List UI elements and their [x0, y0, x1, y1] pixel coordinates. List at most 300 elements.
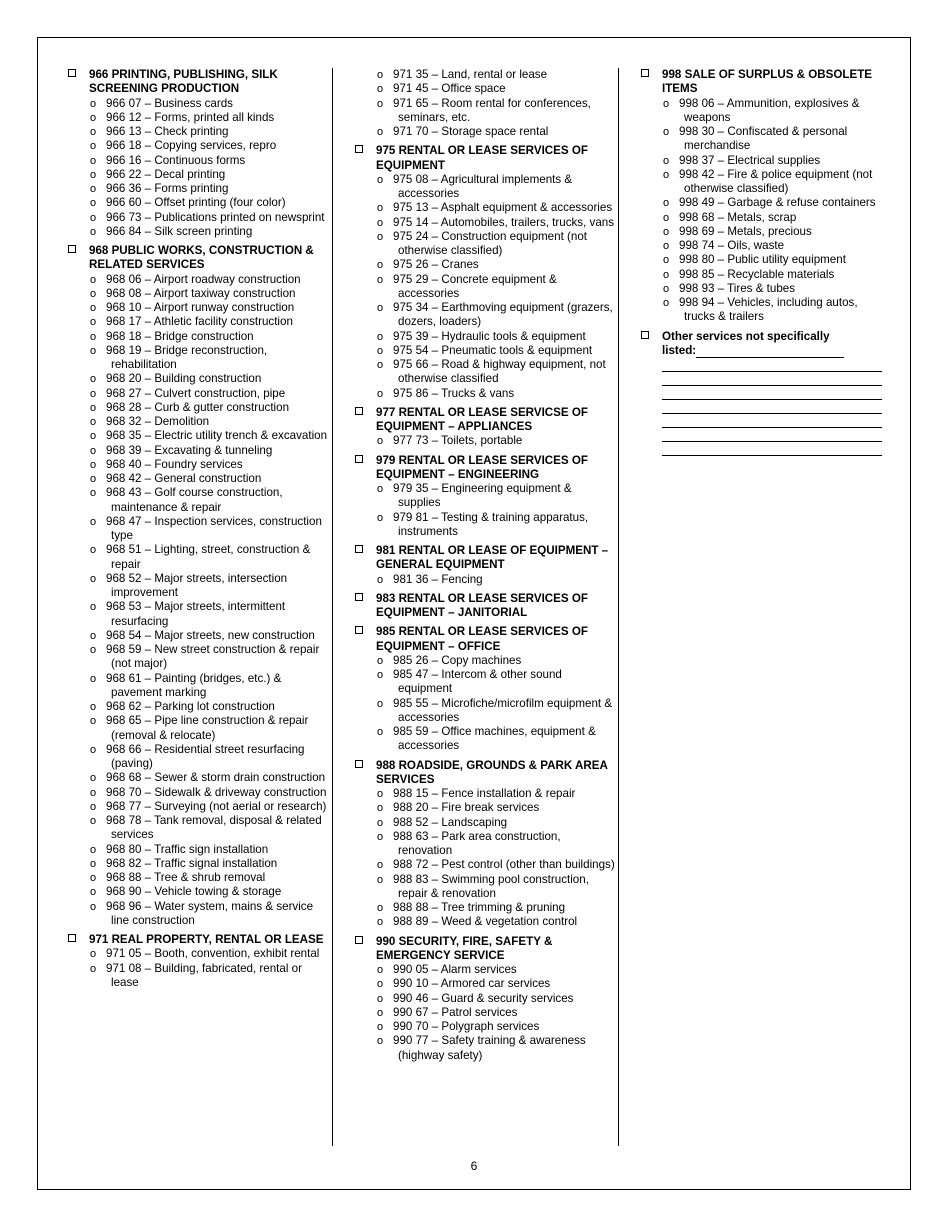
other-services-blank-lines: [662, 358, 884, 456]
column-3: [641, 68, 884, 461]
other-services-line1: Other services not specifically: [662, 329, 830, 343]
subcategory-item: [89, 843, 330, 857]
subcategory-label: 998 80 – Public utility equipment: [679, 253, 846, 267]
bullet-icon: o: [90, 225, 97, 238]
subcategory-item: [89, 600, 330, 629]
subcategory-item: [376, 216, 617, 230]
subcategory-item: [376, 725, 617, 754]
category-section: [355, 935, 617, 1063]
subcategory-label: 966 07 – Business cards: [106, 96, 233, 110]
subcategory-item: [89, 572, 330, 601]
bullet-icon: o: [90, 786, 97, 799]
subcategory-label: 968 53 – Major streets, intermittent resurfacing: [106, 600, 286, 628]
bullet-icon: o: [90, 857, 97, 870]
category-title: 968 PUBLIC WORKS, CONSTRUCTION & RELATED SERVICES: [89, 244, 314, 272]
subcategory-label: 975 24 – Construction equipment (not otherwise classified): [393, 229, 587, 257]
subcategory-label: 968 19 – Bridge reconstruction, rehabilitation: [106, 343, 268, 371]
bullet-icon: o: [377, 654, 384, 667]
bullet-icon: o: [90, 302, 97, 314]
blank-line[interactable]: [662, 442, 882, 456]
subcategory-label: 968 35 – Electric utility trench & excavation: [106, 429, 328, 443]
subcategory-list: [376, 787, 617, 930]
subcategory-label: 988 88 – Tree trimming & pruning: [393, 901, 566, 914]
subcategory-label: 968 42 – General construction: [106, 472, 262, 485]
subcategory-item: [89, 672, 330, 701]
subcategory-item: [376, 434, 617, 448]
subcategory-item: [662, 225, 884, 239]
subcategory-label: 990 10 – Armored car services: [393, 977, 551, 991]
subcategory-list: [376, 963, 617, 1063]
bullet-icon: o: [377, 830, 384, 843]
subcategory-item: [376, 977, 617, 991]
bullet-icon: o: [377, 511, 384, 524]
column-2: [355, 68, 617, 1068]
bullet-icon: o: [90, 672, 97, 685]
subcategory-item: [89, 429, 330, 443]
column-divider: [332, 68, 333, 1146]
subcategory-item: [376, 387, 617, 401]
bullet-icon: o: [90, 154, 97, 167]
subcategory-label: 968 39 – Excavating & tunneling: [106, 443, 273, 457]
bullet-icon: o: [663, 240, 670, 252]
bullet-icon: o: [90, 886, 97, 899]
bullet-icon: o: [663, 297, 670, 309]
page-frame: [37, 37, 911, 1190]
subcategory-item: [89, 871, 330, 885]
subcategory-item: [376, 511, 617, 540]
bullet-icon: o: [90, 111, 97, 124]
bullet-icon: o: [377, 330, 384, 343]
subcategory-label: 971 08 – Building, fabricated, rental or lease: [106, 961, 302, 989]
subcategory-label: 998 69 – Metals, precious: [679, 224, 812, 238]
subcategory-label: 966 22 – Decal printing: [106, 167, 226, 181]
bullet-icon: o: [663, 225, 670, 238]
bullet-icon: o: [377, 1021, 384, 1033]
bullet-icon: o: [90, 444, 97, 457]
bullet-icon: o: [90, 715, 97, 728]
subcategory-label: 988 63 – Park area construction, renovation: [393, 829, 561, 857]
subcategory-item: [376, 230, 617, 259]
subcategory-label: 966 73 – Publications printed on newsprint: [106, 210, 325, 224]
subcategory-label: 988 72 – Pest control (other than buildings): [393, 858, 615, 872]
subcategory-item: [376, 787, 617, 801]
bullet-icon: o: [377, 816, 384, 829]
subcategory-item: [89, 330, 330, 344]
bullet-icon: o: [377, 788, 384, 800]
subcategory-label: 968 54 – Major streets, new construction: [106, 628, 315, 642]
checkbox-icon[interactable]: [355, 455, 363, 463]
subcategory-label: 990 77 – Safety training & awareness (highway safety): [393, 1034, 586, 1062]
bullet-icon: o: [90, 948, 97, 961]
bullet-icon: o: [663, 97, 670, 110]
category-section: [355, 625, 617, 753]
subcategory-label: 985 59 – Office machines, equipment & accessories: [393, 725, 596, 753]
subcategory-item: [89, 372, 330, 386]
subcategory-label: 998 68 – Metals, scrap: [679, 210, 797, 224]
bullet-icon: o: [90, 211, 97, 224]
category-title: 971 REAL PROPERTY, RENTAL OR LEASE: [89, 933, 324, 946]
subcategory-label: 985 26 – Copy machines: [393, 653, 522, 667]
subcategory-label: 968 20 – Building construction: [106, 372, 262, 386]
subcategory-label: 968 66 – Residential street resurfacing (paving): [106, 742, 305, 770]
category-title: 988 ROADSIDE, GROUNDS & PARK AREA SERVICES: [376, 758, 608, 786]
bullet-icon: o: [377, 978, 384, 991]
subcategory-label: 968 78 – Tank removal, disposal & related services: [106, 814, 322, 842]
bullet-icon: o: [90, 772, 97, 785]
category-section: [355, 406, 617, 449]
subcategory-label: 968 40 – Foundry services: [106, 457, 243, 471]
subcategory-list: [376, 68, 617, 139]
bullet-icon: o: [90, 900, 97, 913]
subcategory-label: 998 30 – Confiscated & personal merchandise: [679, 125, 848, 153]
subcategory-item: [662, 97, 884, 126]
category-title: 966 PRINTING, PUBLISHING, SILK SCREENING PRODUCTION: [89, 68, 278, 96]
bullet-icon: o: [377, 992, 384, 1005]
subcategory-label: 998 93 – Tires & tubes: [679, 281, 796, 295]
subcategory-label: 968 90 – Vehicle towing & storage: [106, 885, 282, 899]
subcategory-item: [662, 296, 884, 325]
subcategory-label: 971 05 – Booth, convention, exhibit rental: [106, 947, 320, 961]
bullet-icon: o: [377, 1006, 384, 1019]
checkbox-icon[interactable]: [355, 936, 363, 944]
bullet-icon: o: [663, 154, 670, 167]
subcategory-item: [89, 211, 330, 225]
subcategory-item: [89, 196, 330, 210]
subcategory-label: 979 81 – Testing & training apparatus, instruments: [393, 510, 589, 538]
subcategory-label: 988 89 – Weed & vegetation control: [393, 915, 578, 929]
subcategory-item: [662, 253, 884, 267]
subcategory-label: 968 27 – Culvert construction, pipe: [106, 386, 286, 400]
blank-line[interactable]: [662, 372, 882, 386]
subcategory-label: 975 26 – Cranes: [393, 258, 479, 272]
subcategory-label: 975 29 – Concrete equipment & accessories: [393, 272, 557, 300]
category-title: 981 RENTAL OR LEASE OF EQUIPMENT – GENERAL EQUIPMENT: [376, 544, 609, 572]
bullet-icon: o: [377, 97, 384, 110]
subcategory-item: [376, 816, 617, 830]
bullet-icon: o: [663, 254, 670, 267]
checkbox-icon[interactable]: [641, 331, 649, 339]
subcategory-item: [89, 225, 330, 239]
subcategory-item: [89, 543, 330, 572]
subcategory-item: [376, 358, 617, 387]
checkbox-icon[interactable]: [641, 69, 649, 77]
bullet-icon: o: [663, 282, 670, 295]
bullet-icon: o: [90, 430, 97, 443]
subcategory-label: 968 96 – Water system, mains & service line construction: [106, 899, 314, 927]
category-section: [355, 144, 617, 401]
other-services-title: [662, 330, 884, 359]
blank-line[interactable]: [662, 414, 882, 428]
subcategory-item: [662, 196, 884, 210]
bullet-icon: o: [377, 964, 384, 976]
subcategory-label: 998 06 – Ammunition, explosives & weapons: [679, 96, 860, 124]
bullet-icon: o: [663, 168, 670, 181]
bullet-icon: o: [90, 544, 97, 557]
checkbox-icon[interactable]: [355, 407, 363, 415]
checkbox-icon[interactable]: [355, 760, 363, 768]
subcategory-label: 966 16 – Continuous forms: [106, 153, 246, 167]
bullet-icon: o: [377, 173, 384, 186]
subcategory-item: [89, 885, 330, 899]
bullet-icon: o: [377, 902, 384, 914]
category-title: 979 RENTAL OR LEASE SERVICES OF EQUIPMENT – ENGINEERING: [376, 453, 588, 481]
bullet-icon: o: [663, 268, 670, 281]
bullet-icon: o: [377, 435, 384, 448]
blank-line[interactable]: [662, 358, 882, 372]
bullet-icon: o: [90, 97, 97, 110]
subcategory-label: 975 34 – Earthmoving equipment (grazers, dozers, loaders): [393, 301, 613, 329]
category-title: 975 RENTAL OR LEASE SERVICES OF EQUIPMENT: [376, 144, 588, 172]
subcategory-item: [376, 344, 617, 358]
blank-line[interactable]: [662, 386, 882, 400]
bullet-icon: o: [377, 483, 384, 495]
bullet-icon: o: [377, 916, 384, 929]
subcategory-label: 968 88 – Tree & shrub removal: [106, 871, 266, 884]
subcategory-label: 985 47 – Intercom & other sound equipment: [393, 668, 562, 696]
category-title: 983 RENTAL OR LEASE SERVICES OF EQUIPMENT – JANITORIAL: [376, 591, 588, 619]
bullet-icon: o: [377, 726, 384, 738]
subcategory-item: [89, 814, 330, 843]
subcategory-label: 975 54 – Pneumatic tools & equipment: [393, 343, 593, 357]
bullet-icon: o: [377, 859, 384, 872]
subcategory-item: [89, 458, 330, 472]
subcategory-label: 968 28 – Curb & gutter construction: [106, 400, 290, 414]
category-section: [355, 454, 617, 540]
bullet-icon: o: [90, 572, 97, 585]
subcategory-list: [89, 97, 330, 240]
column-divider: [618, 68, 619, 1146]
subcategory-item: [376, 82, 617, 96]
subcategory-label: 990 05 – Alarm services: [393, 963, 517, 976]
subcategory-label: 990 46 – Guard & security services: [393, 991, 574, 1005]
bullet-icon: o: [377, 387, 384, 400]
category-section: [68, 68, 330, 239]
bullet-icon: o: [90, 197, 97, 210]
bullet-icon: o: [90, 183, 97, 195]
subcategory-label: 966 18 – Copying services, repro: [106, 139, 277, 153]
subcategory-item: [89, 97, 330, 111]
bullet-icon: o: [90, 168, 97, 181]
subcategory-list: [89, 273, 330, 929]
bullet-icon: o: [377, 359, 384, 371]
subcategory-item: [89, 962, 330, 991]
bullet-icon: o: [90, 401, 97, 414]
subcategory-label: 968 70 – Sidewalk & driveway construction: [106, 785, 327, 799]
subcategory-label: 981 36 – Fencing: [393, 572, 483, 586]
category-section: [641, 68, 884, 325]
subcategory-label: 968 77 – Surveying (not aerial or research): [106, 799, 327, 813]
category-section: [355, 68, 617, 139]
subcategory-label: 966 84 – Silk screen printing: [106, 224, 253, 238]
bullet-icon: o: [90, 872, 97, 884]
bullet-icon: o: [377, 230, 384, 243]
bullet-icon: o: [377, 202, 384, 215]
bullet-icon: o: [663, 211, 670, 224]
bullet-icon: o: [377, 126, 384, 138]
subcategory-list: [376, 482, 617, 539]
subcategory-label: 968 80 – Traffic sign installation: [106, 842, 269, 856]
subcategory-label: 979 35 – Engineering equipment & supplies: [393, 482, 572, 510]
category-section: [68, 933, 330, 990]
subcategory-item: [89, 857, 330, 871]
blank-line[interactable]: [662, 428, 882, 442]
subcategory-item: [662, 211, 884, 225]
subcategory-item: [89, 273, 330, 287]
subcategory-item: [89, 168, 330, 182]
checkbox-icon[interactable]: [68, 69, 76, 77]
subcategory-item: [89, 629, 330, 643]
subcategory-item: [376, 654, 617, 668]
subcategory-label: 998 85 – Recyclable materials: [679, 267, 835, 281]
subcategory-label: 988 20 – Fire break services: [393, 801, 540, 815]
bullet-icon: o: [90, 515, 97, 528]
bullet-icon: o: [90, 962, 97, 975]
subcategory-item: [376, 697, 617, 726]
subcategory-item: [376, 173, 617, 202]
bullet-icon: o: [377, 669, 384, 681]
bullet-icon: o: [90, 373, 97, 386]
subcategory-label: 971 45 – Office space: [393, 82, 506, 96]
subcategory-item: [376, 830, 617, 859]
bullet-icon: o: [663, 126, 670, 138]
subcategory-item: [89, 947, 330, 961]
bullet-icon: o: [377, 69, 384, 81]
subcategory-item: [89, 700, 330, 714]
subcategory-item: [89, 786, 330, 800]
subcategory-label: 975 14 – Automobiles, trailers, trucks, vans: [393, 215, 615, 229]
subcategory-item: [89, 444, 330, 458]
blank-line[interactable]: [662, 400, 882, 414]
subcategory-label: 990 67 – Patrol services: [393, 1005, 518, 1019]
subcategory-label: 968 59 – New street construction & repair (not major): [106, 643, 320, 671]
subcategory-item: [376, 258, 617, 272]
subcategory-item: [376, 97, 617, 126]
checkbox-icon[interactable]: [355, 545, 363, 553]
category-section: [355, 759, 617, 930]
subcategory-item: [89, 800, 330, 814]
checkbox-icon[interactable]: [355, 145, 363, 153]
subcategory-label: 975 13 – Asphalt equipment & accessories: [393, 201, 613, 215]
bullet-icon: o: [90, 629, 97, 642]
subcategory-item: [89, 344, 330, 373]
bullet-icon: o: [90, 287, 97, 300]
subcategory-item: [89, 900, 330, 929]
subcategory-label: 988 83 – Swimming pool construction, repair & renovation: [393, 872, 589, 900]
subcategory-list: [662, 97, 884, 325]
subcategory-label: 975 86 – Trucks & vans: [393, 386, 515, 400]
checkbox-icon[interactable]: [68, 934, 76, 942]
subcategory-item: [376, 801, 617, 815]
category-title: 977 RENTAL OR LEASE SERVICSE OF EQUIPMENT – APPLIANCES: [376, 405, 588, 433]
subcategory-item: [376, 68, 617, 82]
bullet-icon: o: [90, 344, 97, 357]
other-services-section: [641, 330, 884, 457]
subcategory-item: [376, 1034, 617, 1063]
page-number: 6: [470, 1159, 478, 1173]
subcategory-label: 968 18 – Bridge construction: [106, 329, 254, 343]
subcategory-label: 998 37 – Electrical supplies: [679, 153, 821, 167]
subcategory-label: 977 73 – Toilets, portable: [393, 434, 523, 448]
subcategory-item: [89, 771, 330, 785]
subcategory-list: [89, 947, 330, 990]
subcategory-item: [89, 125, 330, 139]
bullet-icon: o: [377, 1035, 384, 1048]
subcategory-item: [376, 301, 617, 330]
subcategory-item: [376, 201, 617, 215]
category-section: [355, 592, 617, 621]
category-title: 990 SECURITY, FIRE, SAFETY & EMERGENCY SERVICE: [376, 934, 553, 962]
bullet-icon: o: [90, 458, 97, 471]
category-title: 998 SALE OF SURPLUS & OBSOLETE ITEMS: [662, 68, 873, 96]
subcategory-label: 968 65 – Pipe line construction & repair (removal & relocate): [106, 714, 309, 742]
subcategory-item: [376, 901, 617, 915]
subcategory-item: [376, 1020, 617, 1034]
checkbox-icon[interactable]: [355, 593, 363, 601]
subcategory-label: 968 32 – Demolition: [106, 415, 210, 428]
subcategory-label: 968 43 – Golf course construction, maintenance & repair: [106, 486, 283, 514]
bullet-icon: o: [377, 216, 384, 229]
bullet-icon: o: [90, 743, 97, 756]
subcategory-item: [89, 472, 330, 486]
subcategory-label: 968 52 – Major streets, intersection improvement: [106, 571, 288, 599]
subcategory-label: 998 74 – Oils, waste: [679, 239, 785, 252]
subcategory-label: 998 94 – Vehicles, including autos, trucks & trailers: [679, 296, 858, 324]
subcategory-list: [376, 173, 617, 401]
subcategory-label: 985 55 – Microfiche/microfilm equipment & accessories: [393, 696, 613, 724]
checkbox-icon[interactable]: [68, 245, 76, 253]
subcategory-item: [89, 643, 330, 672]
subcategory-label: 971 65 – Room rental for conferences, seminars, etc.: [393, 96, 591, 124]
subcategory-label: 966 12 – Forms, printed all kinds: [106, 110, 275, 124]
subcategory-label: 968 47 – Inspection services, construction type: [106, 514, 322, 542]
checkbox-icon[interactable]: [355, 626, 363, 634]
subcategory-item: [89, 515, 330, 544]
bullet-icon: o: [90, 316, 97, 329]
subcategory-item: [662, 268, 884, 282]
subcategory-label: 971 35 – Land, rental or lease: [393, 68, 548, 81]
bullet-icon: o: [377, 573, 384, 586]
subcategory-item: [89, 743, 330, 772]
subcategory-item: [376, 330, 617, 344]
bullet-icon: o: [90, 843, 97, 856]
other-services-blank-field[interactable]: [696, 345, 844, 358]
subcategory-label: 968 62 – Parking lot construction: [106, 700, 275, 713]
subcategory-item: [89, 486, 330, 515]
bullet-icon: o: [377, 344, 384, 357]
subcategory-label: 998 49 – Garbage & refuse containers: [679, 196, 876, 210]
subcategory-item: [376, 992, 617, 1006]
subcategory-label: 968 68 – Sewer & storm drain construction: [106, 771, 326, 785]
bullet-icon: o: [90, 273, 97, 286]
subcategory-item: [376, 125, 617, 139]
subcategory-item: [89, 111, 330, 125]
subcategory-item: [89, 714, 330, 743]
bullet-icon: o: [377, 83, 384, 96]
subcategory-item: [376, 482, 617, 511]
subcategory-label: 975 08 – Agricultural implements & accessories: [393, 172, 573, 200]
category-section: [68, 244, 330, 928]
subcategory-item: [89, 154, 330, 168]
other-services-line2: listed:: [662, 343, 697, 357]
bullet-icon: o: [90, 800, 97, 813]
subcategory-item: [376, 573, 617, 587]
subcategory-item: [376, 915, 617, 929]
subcategory-label: 998 42 – Fire & police equipment (not otherwise classified): [679, 167, 873, 195]
bullet-icon: o: [90, 644, 97, 656]
subcategory-label: 975 39 – Hydraulic tools & equipment: [393, 329, 586, 343]
bullet-icon: o: [377, 697, 384, 710]
bullet-icon: o: [377, 873, 384, 886]
